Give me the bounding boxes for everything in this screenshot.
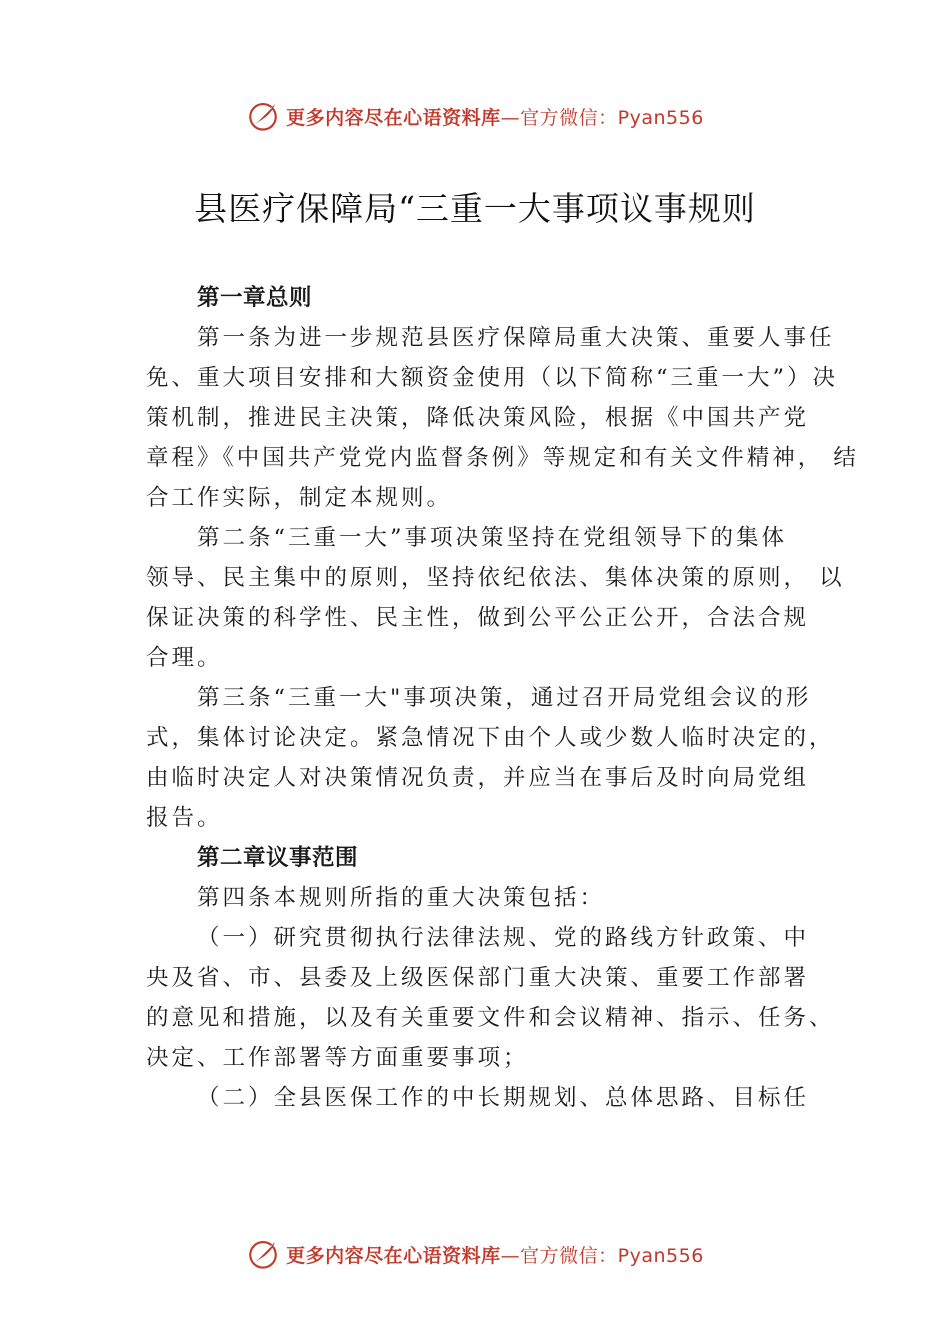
chapter-heading: 第一章总则 [197,285,313,311]
body-line: （二）全县医保工作的中长期规划、总体思路、目标任 [197,1085,810,1111]
watermark-sub-text: —官方微信：Pyan556 [500,106,704,129]
chapter-heading: 第二章议事范围 [197,845,359,871]
watermark-main-text: 更多内容尽在心语资料库 [286,1244,501,1267]
watermark-header [0,96,950,136]
body-line: 的意见和措施，以及有关重要文件和会议精神、指示、任务、 [146,1005,835,1031]
body-line: 由临时决定人对决策情况负责，并应当在事后及时向局党组 [146,765,810,791]
feather-pen-logo-icon [246,99,280,133]
body-line: （一）研究贯彻执行法律法规、党的路线方针政策、中 [197,925,810,951]
feather-pen-logo-icon [246,1237,280,1271]
body-line: 第三条“三重一大"事项决策，通过召开局党组会议的形 [197,685,812,711]
body-line: 央及省、市、县委及上级医保部门重大决策、重要工作部署 [146,965,810,991]
document-title: 县医疗保障局“三重一大事项议事规则 [194,189,756,228]
body-line: 保证决策的科学性、民主性，做到公平公正公开，合法合规 [146,605,810,631]
body-line: 免、重大项目安排和大额资金使用（以下简称“三重一大”）决 [146,365,839,391]
body-line: 第四条本规则所指的重大决策包括： [197,885,606,911]
watermark-footer [0,1234,950,1274]
body-line: 第二条“三重一大”事项决策坚持在党组领导下的集体 [197,525,788,551]
watermark-main-text: 更多内容尽在心语资料库 [286,106,501,129]
document-body [146,278,859,1118]
body-line: 第一条为进一步规范县医疗保障局重大决策、重要人事任 [197,325,835,351]
body-line: 决定、工作部署等方面重要事项； [146,1045,529,1071]
body-line: 策机制，推进民主决策，降低决策风险，根据《中国共产党 [146,405,810,431]
body-line: 合理。 [146,645,223,671]
watermark-sub-text: —官方微信：Pyan556 [500,1244,704,1267]
body-line: 报告。 [146,805,223,831]
body-line: 章程》《中国共产党党内监督条例》等规定和有关文件精神， 结 [146,445,859,471]
body-line: 领导、民主集中的原则，坚持依纪依法、集体决策的原则， 以 [146,565,845,591]
body-line: 式，集体讨论决定。紧急情况下由个人或少数人临时决定的， [146,725,835,751]
body-line: 合工作实际，制定本规则。 [146,485,453,511]
